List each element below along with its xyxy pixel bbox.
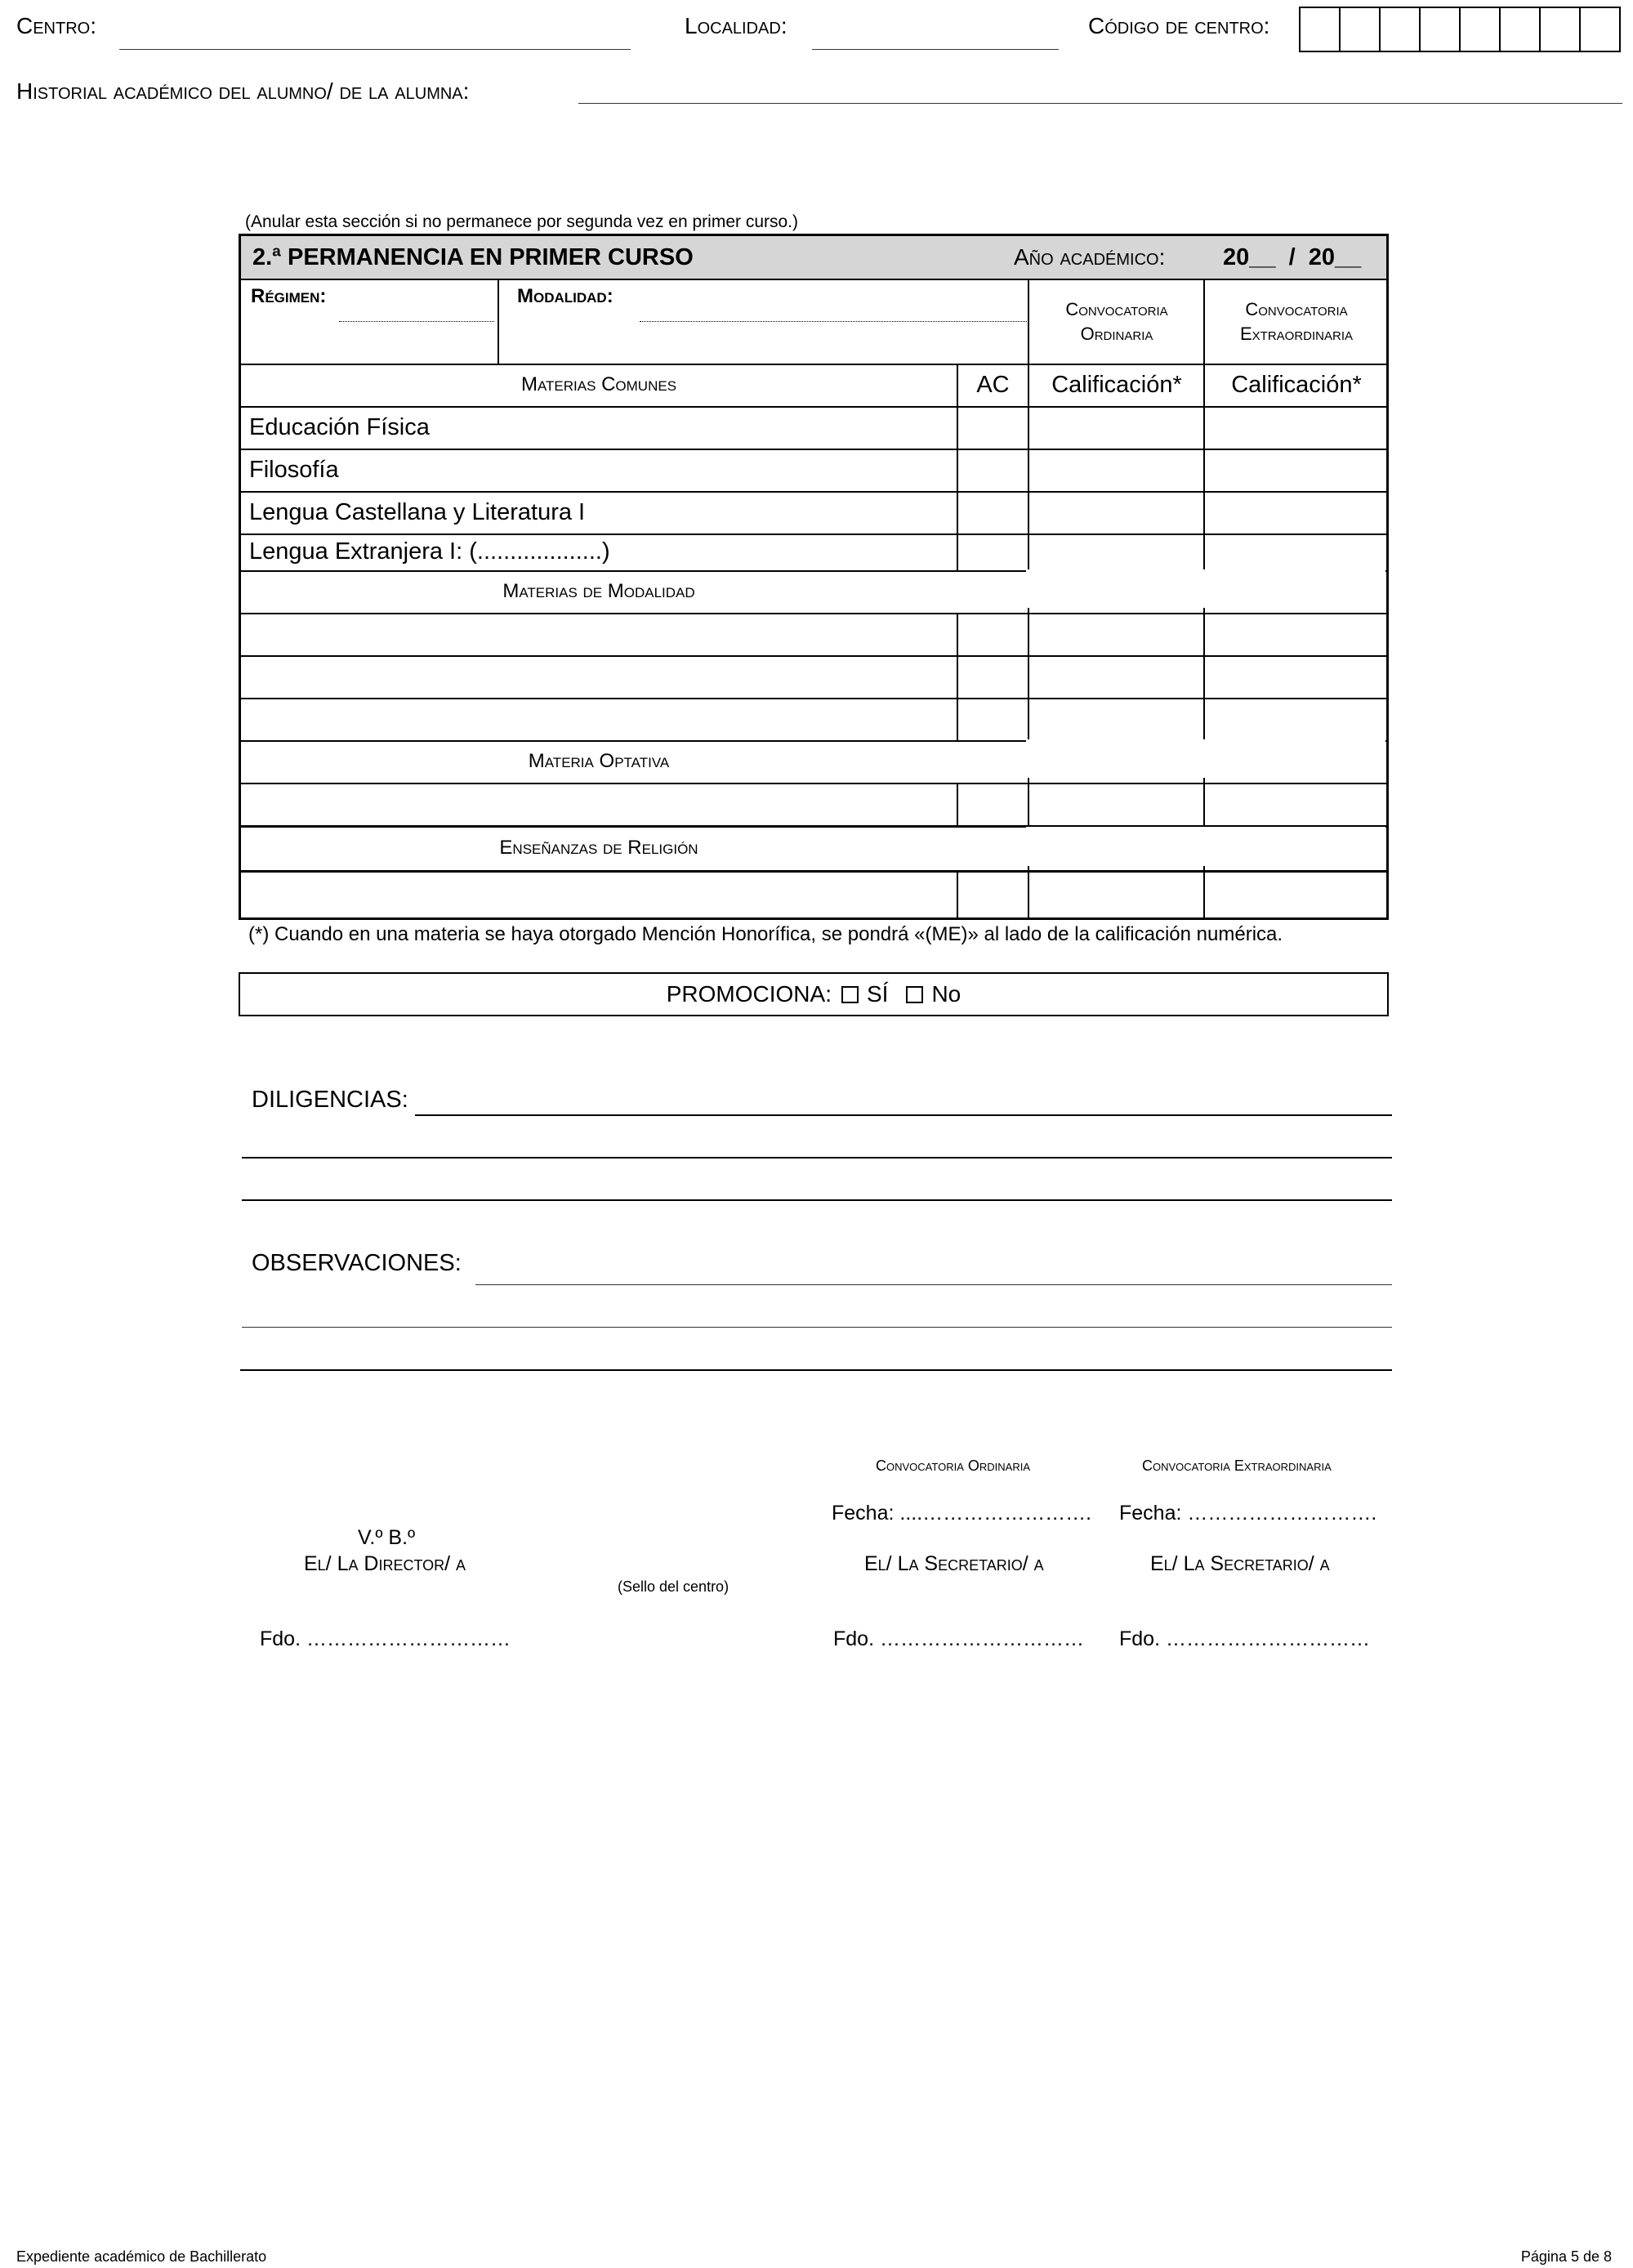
- subject-educacion-fisica: Educación Física: [249, 413, 430, 440]
- calificacion-ordinaria-header: Calificación*: [1051, 371, 1182, 398]
- fdo-secretario-extraordinaria[interactable]: Fdo. …………………………: [1119, 1627, 1370, 1650]
- promociona-box: [239, 972, 1389, 1016]
- optativa-header-span: [1026, 739, 1385, 778]
- code-box[interactable]: [1339, 8, 1379, 51]
- code-box[interactable]: [1379, 8, 1419, 51]
- regimen-label: Régimen:: [251, 285, 327, 307]
- calificacion-extraordinaria-header: Calificación*: [1231, 371, 1362, 398]
- centro-label: Centro:: [16, 13, 96, 38]
- anio-academico-value[interactable]: 20__ / 20__: [1223, 243, 1362, 270]
- diligencias-line-3[interactable]: [242, 1199, 1392, 1201]
- promociona-si-label: SÍ: [866, 981, 889, 1007]
- footnote: (*) Cuando en una materia se haya otorgado Mención Honorífica, se pondrá «(ME)» al lado de la calificación numérica.: [248, 923, 1283, 945]
- religion-header-span: [1026, 827, 1385, 866]
- footer-left: Expediente académico de Bachillerato: [16, 2248, 267, 2265]
- ac-header: AC: [976, 371, 1010, 398]
- observaciones-label: OBSERVACIONES:: [252, 1250, 462, 1276]
- footer-page-number: Página 5 de 8: [1520, 2248, 1612, 2265]
- anio-academico-label: Año académico:: [1014, 244, 1166, 270]
- section-title: 2.ª PERMANENCIA EN PRIMER CURSO: [252, 243, 694, 270]
- fdo-secretario-ordinaria[interactable]: Fdo. …………………………: [833, 1627, 1084, 1650]
- code-box[interactable]: [1579, 8, 1619, 51]
- observaciones-line-3[interactable]: [240, 1369, 1392, 1371]
- promociona-no-checkbox[interactable]: [906, 986, 923, 1003]
- historial-field[interactable]: [578, 103, 1622, 104]
- observaciones-line-1[interactable]: [475, 1284, 1392, 1285]
- conv-ordinaria-header: Convocatoria Ordinaria: [1065, 299, 1168, 344]
- codigo-centro-label: Código de centro:: [1088, 13, 1270, 38]
- ensenanzas-religion-header: Enseñanzas de Religión: [499, 837, 698, 859]
- localidad-field[interactable]: [812, 49, 1059, 50]
- sig-conv-ordinaria: Convocatoria Ordinaria: [876, 1458, 1030, 1474]
- subject-lengua-castellana: Lengua Castellana y Literatura I: [249, 498, 586, 525]
- subject-lengua-extranjera: Lengua Extranjera I: (...................): [249, 538, 610, 565]
- secretario-ordinaria-label: El/ La Secretario/ a: [864, 1552, 1044, 1575]
- code-box[interactable]: [1499, 8, 1539, 51]
- code-box[interactable]: [1301, 8, 1339, 51]
- code-box[interactable]: [1539, 8, 1579, 51]
- materias-comunes-header: Materias Comunes: [520, 373, 677, 395]
- materias-modalidad-header: Materias de Modalidad: [502, 580, 695, 602]
- promociona-si-checkbox[interactable]: [841, 986, 859, 1003]
- modalidad-label: Modalidad:: [517, 285, 613, 307]
- promociona-no-label: No: [931, 981, 962, 1007]
- visto-bueno: V.º B.º: [358, 1526, 416, 1549]
- code-box[interactable]: [1459, 8, 1499, 51]
- section-note: (Anular esta sección si no permanece por segunda vez en primer curso.): [245, 212, 799, 231]
- fecha-ordinaria[interactable]: Fecha: ....…………………….: [832, 1502, 1092, 1525]
- secretario-extraordinaria-label: El/ La Secretario/ a: [1150, 1552, 1330, 1575]
- centro-field[interactable]: [119, 49, 631, 50]
- fdo-director[interactable]: Fdo. …………………………: [260, 1627, 511, 1650]
- historial-label: Historial académico del alumno/ de la alumna:: [16, 78, 470, 104]
- observaciones-line-2[interactable]: [242, 1327, 1392, 1328]
- director-label: El/ La Director/ a: [304, 1552, 466, 1575]
- localidad-label: Localidad:: [685, 13, 787, 38]
- subject-filosofia: Filosofía: [249, 456, 339, 483]
- code-box[interactable]: [1419, 8, 1459, 51]
- sig-conv-extraordinaria: Convocatoria Extraordinaria: [1142, 1458, 1332, 1474]
- regimen-field[interactable]: [339, 321, 494, 322]
- modalidad-header-span: [1026, 569, 1385, 608]
- modalidad-field[interactable]: [640, 321, 1028, 322]
- promociona-label: PROMOCIONA:: [666, 981, 832, 1007]
- fecha-extraordinaria[interactable]: Fecha: ……………………….: [1119, 1502, 1377, 1525]
- diligencias-line-2[interactable]: [242, 1157, 1392, 1159]
- conv-extraordinaria-header: Convocatoria Extraordinaria: [1239, 299, 1354, 344]
- diligencias-label: DILIGENCIAS:: [252, 1087, 408, 1113]
- sello-centro: (Sello del centro): [618, 1578, 729, 1595]
- materia-optativa-header: Materia Optativa: [528, 750, 670, 772]
- diligencias-line-1[interactable]: [415, 1114, 1392, 1116]
- codigo-centro-boxes[interactable]: [1299, 7, 1621, 52]
